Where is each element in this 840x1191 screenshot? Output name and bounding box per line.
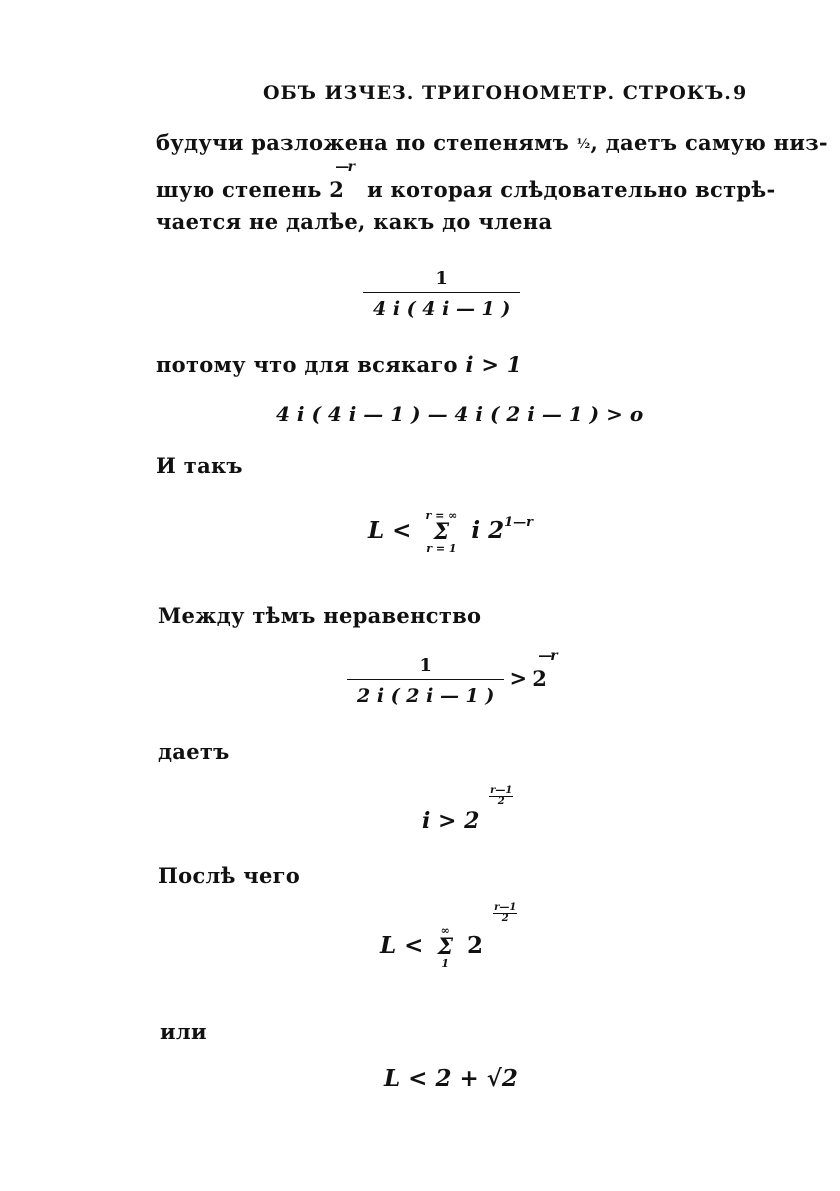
sum-lower: r = 1 [426,542,457,555]
summation [437,925,453,969]
running-title: ОБЪ ИЗЧЕЗ. ТРИГОНОМЕТР. СТРОКЪ. [263,82,732,104]
text-segment: и которая слѣдовательно встрѣ- [367,177,776,202]
sigma-symbol: Σ [437,934,454,960]
exponent-numerator: r—1 [494,902,517,913]
sum-term: i 2 [471,517,505,544]
inequality-i [422,785,513,834]
exponent-denominator: 2 [501,913,509,924]
text-segment: будучи разложена по степенямъ [156,130,570,155]
summation [425,510,457,554]
lhs: L < [380,932,424,959]
exponent: — r [335,159,355,175]
lhs: L < [368,517,412,544]
text-line-1: будучи разложена по степенямъ ½, даетъ самую низ- [156,130,828,155]
i-gt-two: i > 2 [422,808,480,834]
sigma-symbol: Σ [433,519,450,545]
sum-base: 2 [467,932,484,959]
final-inequality: L < 2 + √2 [384,1065,518,1092]
text-segment: даетъ самую низ- [605,130,828,155]
sum-term-exponent: 1—r [504,515,533,530]
half-fraction: ½ [576,137,591,152]
fraction [347,655,504,707]
fraction-equation-1 [363,268,520,320]
sum-equation-2 [380,902,517,970]
exponent-fraction [489,786,513,807]
exponent-fraction [493,903,517,924]
text-line-4 [156,352,522,377]
base: 2 [329,177,345,202]
sum-lower: 1 [441,957,450,970]
exponent-denominator: 2 [497,796,505,807]
text-line-5: И такъ [156,453,243,478]
text-segment: шую степень [156,177,322,202]
sum-upper: r = ∞ [425,509,458,522]
power-two-neg-r [329,159,356,202]
numerator: 1 [435,268,448,289]
inequality-1: 4 i ( 4 i — 1 ) — 4 i ( 2 i — 1 ) > o [276,402,644,426]
page-number: 9 [733,82,747,104]
base: 2 [532,665,547,691]
exponent: — r [538,648,557,664]
text-segment: потому что для всякаго [156,352,458,377]
sum-upper: ∞ [440,924,450,937]
power-two-neg-r [532,647,558,691]
numerator: 1 [419,655,432,676]
text-line-6: Между тѣмъ неравенство [158,603,482,628]
text-line-2 [156,159,776,202]
sum-equation-1 [368,510,533,554]
text-line-7: даетъ [158,739,230,764]
text-line-9: или [160,1019,207,1044]
denominator: 2 i ( 2 i — 1 ) [347,679,504,707]
greater-than: > [509,665,528,691]
fraction [363,268,520,320]
denominator: 4 i ( 4 i — 1 ) [363,292,520,320]
fraction-equation-2 [347,647,558,707]
text-line-3: чается не далѣе, какъ до члена [156,209,553,234]
condition: i > 1 [465,352,522,377]
text-line-8: Послѣ чего [158,863,301,888]
exponent-numerator: r—1 [490,785,513,796]
